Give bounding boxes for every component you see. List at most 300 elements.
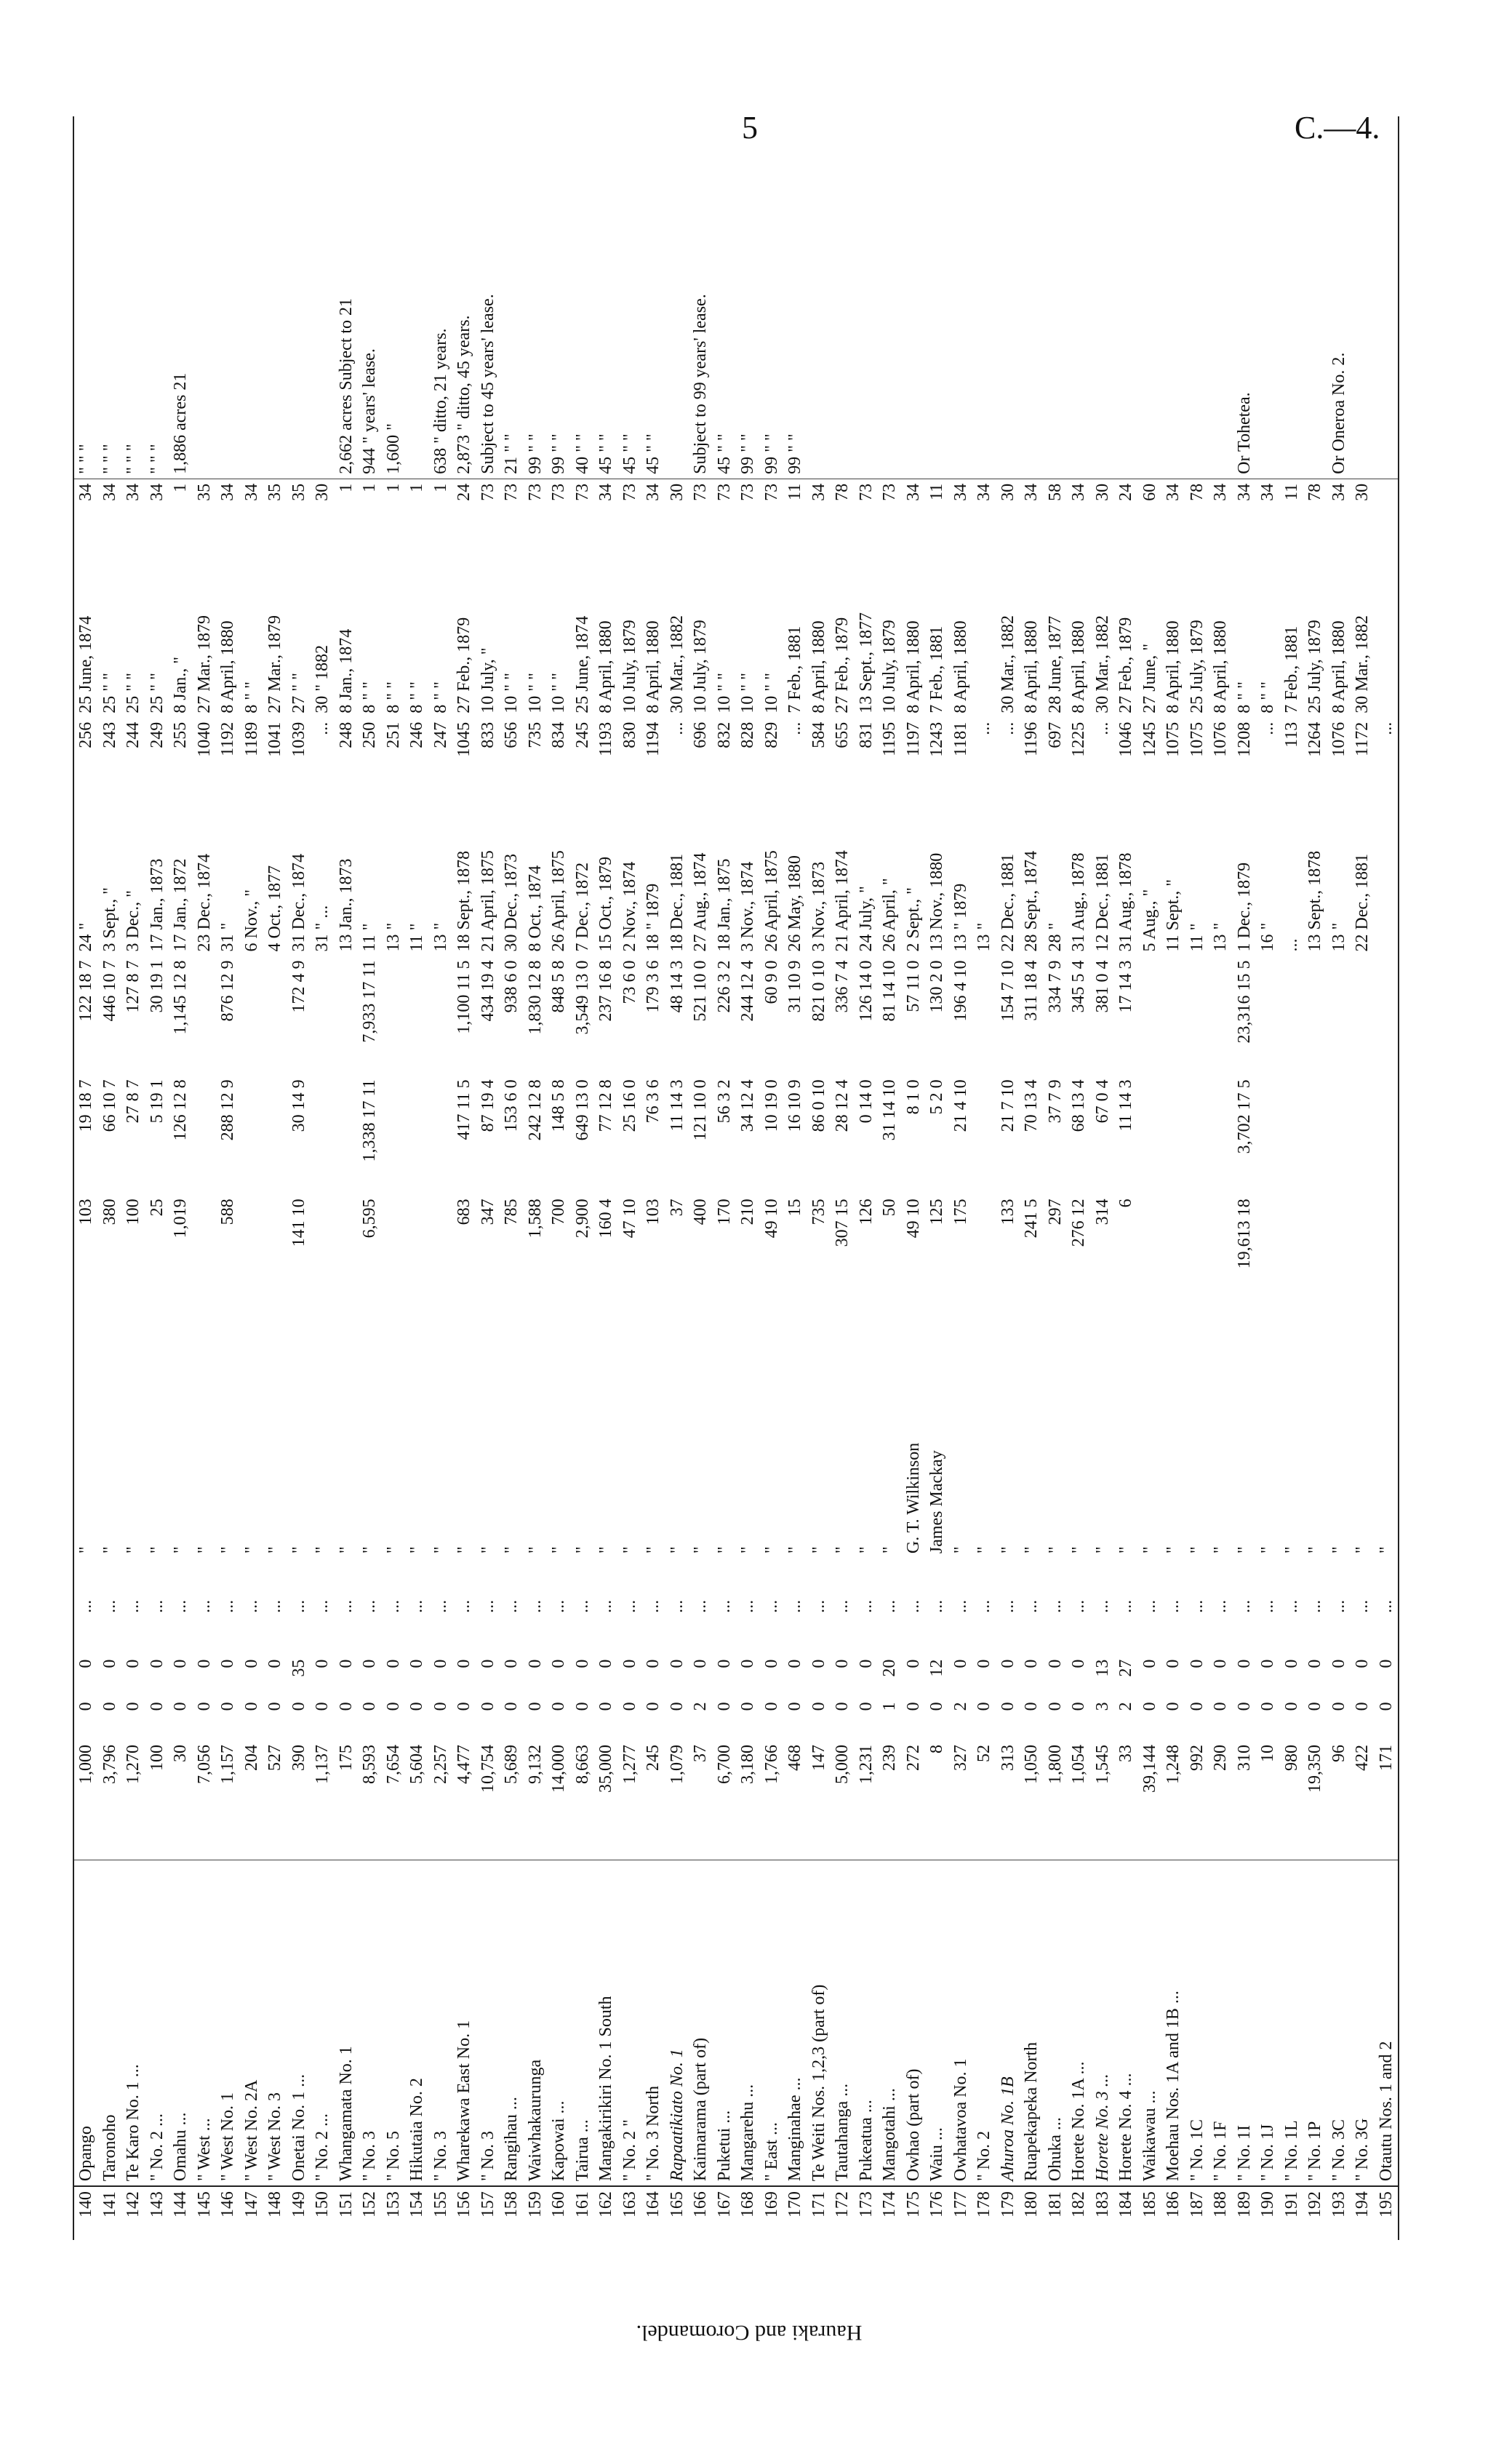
cell-vendor: " [1116, 1546, 1135, 1554]
cell-rdate [1375, 540, 1399, 718]
cell-r: 0 [100, 1702, 119, 1711]
cell-vendor: " [383, 1546, 403, 1554]
cell-pct: 34 [1067, 479, 1091, 539]
table-row [1375, 116, 1399, 2240]
cell-price: 175 [951, 1199, 970, 1225]
cell-vendor: " [1140, 1546, 1159, 1554]
cell-area: 1,054 [1069, 1745, 1088, 1785]
table-row [405, 116, 429, 2240]
cell-pay2: 31 10 9 [785, 960, 804, 1013]
cell-vendor: " [455, 1546, 473, 1554]
cell-date: 23 Dec., 1874 [194, 853, 214, 952]
cell-price: 2,900 [572, 1199, 592, 1239]
cell-area: 1,050 [1022, 1745, 1041, 1785]
cell-vendor: " [1375, 1313, 1399, 1558]
cell-no: 150 [311, 2186, 335, 2240]
cell-vendor: " [265, 1546, 284, 1554]
cell-pct: 30 [1091, 479, 1115, 539]
cell-price: 49 10 [761, 1199, 781, 1239]
cell-p: 20 [880, 1659, 899, 1677]
cell-p: 0 [975, 1659, 993, 1668]
cell-pay2 [1303, 956, 1327, 1076]
cell-area: 5,604 [407, 1745, 426, 1785]
cell-area: 30 [171, 1745, 190, 1763]
cell-pay: 66 10 7 [100, 1079, 119, 1132]
cell-pct: 73 [689, 479, 713, 539]
cell-r: 0 [313, 1702, 332, 1711]
table-row [382, 116, 406, 2240]
cell-price: 19,613 18 [1234, 1199, 1254, 1269]
table-row [193, 116, 217, 2240]
cell-pay2: 1,100 11 5 [455, 960, 473, 1034]
cell-pay2: 876 12 9 [218, 960, 237, 1022]
cell-cert: ... [431, 1599, 450, 1613]
cell-area: 3,180 [738, 1745, 757, 1785]
cell-pay [311, 1075, 335, 1194]
cell-no: 155 [429, 2186, 453, 2240]
cell-price: 307 15 [833, 1199, 852, 1247]
cell-r: 0 [738, 1702, 757, 1711]
cell-vendor: " [809, 1546, 828, 1554]
cell-date: 7 Dec., 1872 [572, 862, 592, 952]
cell-name: Rapaatikiato No. 1 [665, 1860, 689, 2186]
cell-name: Taronoho [98, 1860, 122, 2186]
cell-price [240, 1194, 264, 1313]
cell-r: 0 [1069, 1702, 1088, 1711]
cell-area: 1,766 [761, 1745, 781, 1785]
cell-name: Mangakirikiri No. 1 South [594, 1860, 618, 2186]
cell-vendor: " [667, 1546, 687, 1554]
cell-no: 169 [760, 2186, 784, 2240]
cell-pct: 73 [547, 479, 571, 539]
cell-date: 13 " [431, 922, 450, 952]
cell-date: 26 April, " [880, 878, 899, 952]
cell-area: 2,257 [431, 1745, 450, 1785]
table-row [949, 116, 973, 2240]
cell-cert: ... [1281, 1599, 1301, 1613]
cell-date: 5 Aug., " [1140, 889, 1159, 952]
cell-date: 24 " [73, 793, 98, 956]
cell-r: 2 [951, 1702, 970, 1711]
cell-deed: 735 [525, 721, 545, 748]
cell-rdate: 8 April, 1880 [596, 620, 615, 713]
cell-no: 172 [831, 2186, 855, 2240]
cell-date: 11 " [1187, 923, 1207, 952]
cell-date: 26 April, 1875 [761, 850, 781, 952]
cell-pay2: 17 14 3 [1116, 960, 1135, 1013]
cell-pct: 73 [618, 479, 642, 539]
cell-no: 176 [925, 2186, 949, 2240]
cell-no: 168 [736, 2186, 760, 2240]
cell-area: 8,593 [360, 1745, 379, 1785]
cell-cert: ... [620, 1599, 639, 1613]
cell-rdate: 30 Mar., 1882 [1092, 615, 1112, 713]
cell-price: 49 10 [903, 1199, 923, 1239]
cell-name: " No. 1C [1185, 1860, 1209, 2186]
cell-date: 3 Sept., " [100, 887, 119, 952]
cell-pct: 1 [335, 479, 359, 539]
cell-no: 188 [1209, 2186, 1233, 2240]
cell-name: Onetai No. 1 ... [287, 1860, 311, 2186]
table-row [524, 116, 548, 2240]
cell-vendor: " [738, 1546, 757, 1554]
cell-pct: 58 [1044, 479, 1068, 539]
cell-cert: ... [218, 1599, 237, 1613]
cell-price: 47 10 [620, 1199, 639, 1239]
cell-vendor: " [1187, 1546, 1207, 1554]
cell-price: 241 5 [1022, 1199, 1041, 1239]
cell-cert: ... [100, 1599, 119, 1613]
cell-pay2 [1375, 956, 1399, 1076]
cell-pct: 34 [73, 479, 98, 539]
cell-area: 290 [1211, 1745, 1230, 1772]
cell-remarks: 99 " " [525, 433, 545, 474]
cell-date: 6 Nov., " [241, 889, 261, 952]
cell-vendor: G. T. Wilkinson [903, 1442, 923, 1554]
cell-vendor: " [313, 1546, 332, 1554]
cell-pct: 73 [476, 479, 500, 539]
table-row [335, 116, 359, 2240]
cell-area: 10,754 [478, 1745, 497, 1793]
cell-area: 37 [691, 1745, 710, 1763]
cell-name: " No. 3 [358, 1860, 382, 2186]
cell-date: 13 " [975, 922, 993, 952]
cell-name: " No. 1I [1233, 1860, 1257, 2186]
cell-price: 103 [644, 1199, 663, 1225]
cell-pay [1256, 1075, 1280, 1194]
cell-deed: 251 [383, 721, 403, 748]
cell-rdate: 10 " " [525, 673, 545, 713]
cell-no: 156 [452, 2186, 476, 2240]
cell-area: 1,277 [620, 1745, 639, 1785]
cell-remarks: 45 " " [714, 433, 734, 474]
cell-area: 100 [147, 1745, 167, 1772]
cell-no: 148 [263, 2186, 287, 2240]
cell-area: 1,137 [313, 1745, 332, 1785]
cell-pay2 [1185, 956, 1209, 1076]
cell-pct: 24 [452, 479, 476, 539]
table-row [1138, 116, 1162, 2240]
cell-deed: 833 [478, 721, 497, 748]
cell-remarks: 40 " " [572, 433, 592, 474]
cell-remarks [878, 116, 902, 479]
cell-rdate: 8 " " [407, 681, 426, 713]
table-row [1233, 116, 1257, 2240]
cell-name: Moehau Nos. 1A and 1B ... [1161, 1860, 1185, 2186]
cell-pct: 34 [949, 479, 973, 539]
cell-r: 0 [927, 1702, 946, 1711]
cell-p: 0 [809, 1659, 828, 1668]
cell-cert: ... [455, 1599, 473, 1613]
cell-area: 39,144 [1140, 1745, 1159, 1793]
cell-pct: 35 [263, 479, 287, 539]
cell-area: 1,000 [73, 1740, 98, 1860]
cell-pct: 1 [429, 479, 453, 539]
cell-area: 204 [241, 1745, 261, 1772]
cell-no: 193 [1327, 2186, 1351, 2240]
table-body [73, 116, 1399, 2240]
cell-vendor: " [478, 1546, 497, 1554]
cell-price [382, 1194, 406, 1313]
cell-remarks [311, 116, 335, 479]
table-row [618, 116, 642, 2240]
table-row [925, 116, 949, 2240]
cell-no: 140 [73, 2186, 98, 2240]
cell-rdate: 8 " " [383, 681, 403, 713]
cell-vendor: " [1022, 1546, 1041, 1554]
cell-area: 7,654 [383, 1745, 403, 1785]
table-row [972, 116, 996, 2240]
cell-r: 0 [1164, 1702, 1183, 1711]
cell-remarks: 45 " " [644, 433, 663, 474]
cell-pay2: 179 3 6 [644, 960, 663, 1013]
cell-pay [193, 1075, 217, 1194]
cell-price [193, 1194, 217, 1313]
cell-vendor: " [218, 1546, 237, 1554]
table-row [452, 116, 476, 2240]
cell-date: 21 April, 1875 [478, 850, 497, 952]
cell-cert: ... [572, 1599, 592, 1613]
cell-name: Kapowai ... [547, 1860, 571, 2186]
cell-deed: 1225 [1069, 721, 1088, 757]
cell-r: 0 [572, 1702, 592, 1711]
cell-pay2 [1161, 956, 1185, 1076]
cell-area: 239 [880, 1745, 899, 1772]
cell-pct: 11 [1280, 479, 1304, 539]
cell-p: 0 [833, 1659, 852, 1668]
cell-deed: ... [1258, 721, 1277, 735]
cell-cert: ... [478, 1599, 497, 1613]
cell-date: 24 July, " [856, 886, 876, 952]
cell-deed: 113 [1281, 721, 1301, 748]
cell-rdate: 27 June, " [1140, 643, 1159, 713]
cell-vendor: " [714, 1546, 734, 1554]
cell-remarks [925, 116, 949, 479]
cell-vendor: " [572, 1546, 592, 1554]
table-row [73, 116, 98, 2240]
cell-no: 177 [949, 2186, 973, 2240]
cell-vendor: " [785, 1546, 804, 1554]
cell-name: " West No. 3 [263, 1860, 287, 2186]
cell-no: 185 [1138, 2186, 1162, 2240]
cell-rdate: 8 " " [360, 681, 379, 713]
cell-remarks: 638 " ditto, 21 years. [431, 328, 450, 474]
cell-area: 1,248 [1164, 1745, 1183, 1785]
table-row [1280, 116, 1304, 2240]
cell-cert: ... [880, 1599, 899, 1613]
table-row [641, 116, 665, 2240]
cell-name: Whangamata No. 1 [335, 1860, 359, 2186]
cell-no: 166 [689, 2186, 713, 2240]
cell-pay [972, 1075, 996, 1194]
cell-p: 0 [691, 1659, 710, 1668]
cell-p: 0 [596, 1659, 615, 1668]
cell-cert: ... [596, 1599, 615, 1613]
cell-cert: ... [171, 1599, 190, 1613]
cell-pay [1303, 1075, 1327, 1194]
cell-p: 0 [549, 1659, 568, 1668]
cell-no: 171 [807, 2186, 831, 2240]
cell-rdate: 25 July, 1879 [1187, 620, 1207, 713]
cell-cert: ... [975, 1599, 993, 1613]
cell-area: 992 [1187, 1745, 1207, 1772]
cell-p: 0 [336, 1659, 356, 1668]
cell-pct: 34 [807, 479, 831, 539]
cell-r: 0 [171, 1702, 190, 1711]
cell-cert: ... [1258, 1599, 1277, 1613]
cell-remarks [1209, 116, 1233, 479]
cell-deed: 248 [336, 721, 356, 748]
cell-pay [1280, 1075, 1304, 1194]
cell-vendor: " [951, 1546, 970, 1554]
cell-remarks [1375, 116, 1399, 479]
cell-cert: ... [73, 1558, 98, 1655]
cell-remarks [263, 116, 287, 479]
cell-price: 1,588 [525, 1199, 545, 1239]
cell-no: 183 [1091, 2186, 1115, 2240]
cell-name: " No. 2 [972, 1860, 996, 2186]
cell-price: 276 12 [1069, 1199, 1088, 1247]
cell-r: 2 [691, 1702, 710, 1711]
table-row [263, 116, 287, 2240]
cell-r: 0 [1140, 1702, 1159, 1711]
table-row [311, 116, 335, 2240]
cell-pct [1375, 479, 1399, 539]
table-row [1303, 116, 1327, 2240]
cell-pct: 73 [878, 479, 902, 539]
cell-date: 13 " 1879 [951, 883, 970, 952]
cell-area: 468 [785, 1745, 804, 1772]
cell-vendor: " [761, 1546, 781, 1554]
cell-remarks [972, 116, 996, 479]
cell-pay [1351, 1075, 1375, 1194]
cell-pct: 34 [145, 479, 169, 539]
cell-date: 30 Dec., 1873 [502, 853, 521, 952]
cell-pct: 73 [760, 479, 784, 539]
cell-pct: 34 [641, 479, 665, 539]
cell-vendor: " [880, 1546, 899, 1554]
cell-date: 22 Dec., 1881 [998, 853, 1017, 952]
cell-deed: 244 [124, 721, 143, 748]
cell-area: 5,000 [833, 1745, 852, 1785]
cell-cert: ... [1329, 1599, 1348, 1613]
cell-price [311, 1194, 335, 1313]
table-row [216, 116, 240, 2240]
cell-rdate: 8 April, 1880 [1022, 620, 1041, 713]
table-row [1091, 116, 1115, 2240]
cell-pct: 11 [925, 479, 949, 539]
cell-deed: 1041 [265, 721, 284, 757]
cell-p: 0 [1187, 1659, 1207, 1668]
cell-vendor: " [1281, 1546, 1301, 1554]
cell-area: 980 [1281, 1745, 1301, 1772]
cell-name: " No. 2 ... [145, 1860, 169, 2186]
cell-deed: 1192 [218, 721, 237, 756]
table-row [902, 116, 926, 2240]
cell-cert: ... [313, 1599, 332, 1613]
cell-pay: 242 12 8 [525, 1079, 545, 1141]
cell-no: 167 [713, 2186, 737, 2240]
cell-area: 8 [927, 1745, 946, 1754]
cell-pct: 1 [382, 479, 406, 539]
table-row [358, 116, 382, 2240]
cell-cert: ... [502, 1599, 521, 1613]
cell-price [972, 1194, 996, 1313]
cell-cert: ... [1375, 1558, 1399, 1655]
cell-price [1209, 1194, 1233, 1313]
cell-pct: 35 [287, 479, 311, 539]
table-row [807, 116, 831, 2240]
cell-remarks [996, 116, 1020, 479]
cell-date: 12 Dec., 1881 [1092, 853, 1112, 952]
cell-rdate: 30 Mar., 1882 [998, 615, 1017, 713]
cell-rdate: 10 " " [502, 673, 521, 713]
cell-date: 13 " [1329, 922, 1348, 952]
cell-no: 194 [1351, 2186, 1375, 2240]
cell-pct: 34 [1233, 479, 1257, 539]
cell-pct: 1 [358, 479, 382, 539]
cell-cert: ... [785, 1599, 804, 1613]
cell-pay: 28 12 4 [833, 1079, 852, 1132]
land-purchase-table [73, 116, 1411, 2240]
cell-pay: 87 19 4 [478, 1079, 497, 1132]
cell-pay: 21 4 10 [951, 1079, 970, 1132]
cell-pay [405, 1075, 429, 1194]
cell-no: 151 [335, 2186, 359, 2240]
table-row [1327, 116, 1351, 2240]
cell-pct: 60 [1138, 479, 1162, 539]
cell-deed: ... [1092, 721, 1112, 735]
cell-price [429, 1194, 453, 1313]
table-row [1209, 116, 1233, 2240]
cell-rdate: 8 April, 1880 [1069, 620, 1088, 713]
cell-pay: 3,702 17 5 [1234, 1079, 1254, 1154]
cell-p: 0 [1164, 1659, 1183, 1668]
cell-pay: 70 13 4 [1022, 1079, 1041, 1132]
cell-deed: 828 [738, 721, 757, 748]
cell-remarks [1256, 116, 1280, 479]
cell-r: 0 [1281, 1702, 1301, 1711]
cell-pay: 31 14 10 [880, 1079, 899, 1141]
cell-area: 96 [1329, 1745, 1348, 1763]
cell-deed: 247 [431, 721, 450, 748]
table-row [121, 116, 145, 2240]
cell-name: " No. 1L [1280, 1860, 1304, 2186]
cell-name: Owhatavoa No. 1 [949, 1860, 973, 2186]
cell-cert: ... [289, 1599, 308, 1613]
cell-r: 0 [644, 1702, 663, 1711]
cell-pay [240, 1075, 264, 1194]
cell-remarks [193, 116, 217, 479]
cell-area: 313 [998, 1745, 1017, 1772]
cell-no: 153 [382, 2186, 406, 2240]
cell-deed: ... [975, 721, 993, 735]
cell-remarks: 2,662 acres Subject to 21 [336, 297, 356, 474]
cell-no: 192 [1303, 2186, 1327, 2240]
cell-date: 18 Jan., 1875 [714, 858, 734, 952]
cell-area: 390 [289, 1745, 308, 1772]
cell-r: 0 [73, 1697, 98, 1740]
cell-r: 0 [785, 1702, 804, 1711]
cell-area: 3,796 [100, 1745, 119, 1785]
cell-r: 0 [761, 1702, 781, 1711]
cell-vendor: " [691, 1546, 710, 1554]
cell-pay: 288 12 9 [218, 1079, 237, 1141]
cell-pay: 21 7 10 [998, 1079, 1017, 1132]
cell-name: " West ... [193, 1860, 217, 2186]
cell-price: 6 [1116, 1199, 1135, 1208]
cell-deed: 249 [147, 721, 167, 748]
